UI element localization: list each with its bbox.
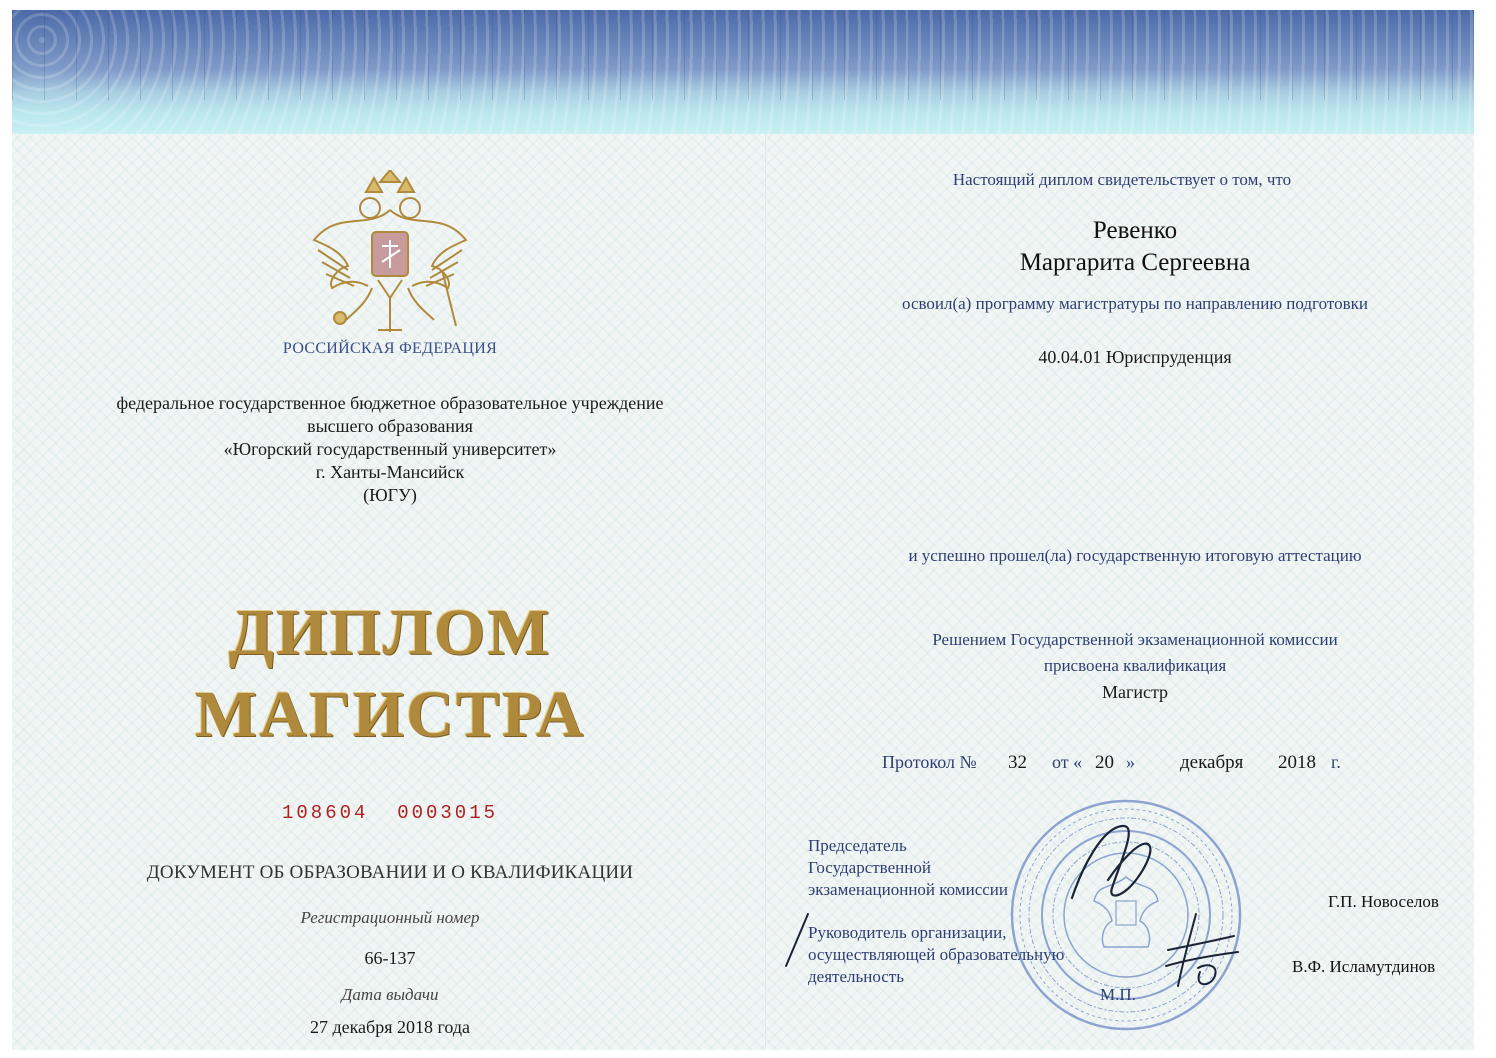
russian-eagle-emblem-icon	[308, 170, 472, 340]
page-fold	[765, 134, 767, 1050]
diploma-title-line2: МАГИСТРА	[194, 678, 586, 751]
program-statement: освоил(а) программу магистратуры по направлению подготовки	[902, 294, 1368, 313]
serial-number: 108604 0003015	[281, 802, 499, 824]
protocol-day: 20	[1095, 752, 1114, 773]
issue-date: 27 декабря 2018 года	[309, 1017, 471, 1037]
protocol-label: Протокол №	[882, 752, 977, 772]
chairman-role-line: Государственной	[808, 858, 931, 877]
organization-line: федеральное государственное бюджетное образовательное учреждение	[116, 393, 664, 413]
head-signature	[1138, 906, 1248, 996]
certificate-intro: Настоящий диплом свидетельствует о том, что	[952, 170, 1292, 189]
head-role-line: деятельность	[808, 967, 904, 986]
program-name: 40.04.01 Юриспруденция	[1038, 347, 1232, 367]
organization-line: (ЮГУ)	[363, 485, 417, 505]
margin-pen-stroke	[782, 910, 812, 970]
protocol-year-suffix: г.	[1331, 752, 1341, 772]
head-role	[808, 922, 1064, 988]
commission-decision	[772, 627, 1474, 679]
decorative-top-band	[12, 10, 1474, 134]
head-role-line: Руководитель организации,	[808, 923, 1007, 942]
protocol-month: декабря	[1180, 752, 1244, 773]
protocol-day-close: »	[1126, 752, 1135, 772]
issue-date-label: Дата выдачи	[341, 985, 439, 1004]
protocol-number: 32	[1008, 752, 1027, 773]
organization-line: высшего образования	[307, 416, 473, 436]
decision-line: Решением Государственной экзаменационной комиссии	[932, 630, 1338, 649]
diploma-title-line1: ДИПЛОМ	[228, 596, 552, 669]
organization-line: «Югорский государственный университет»	[223, 439, 557, 459]
qualification: Магистр	[1101, 682, 1169, 702]
graduate-given-names: Маргарита Сергеевна	[1019, 249, 1251, 276]
chairman-signature	[1052, 818, 1182, 908]
organization-line: г. Ханты-Мансийск	[315, 462, 465, 482]
diploma-title	[112, 592, 668, 756]
protocol-line	[882, 752, 1382, 782]
stamp-mark: М.П.	[1100, 985, 1136, 1004]
head-role-line: осуществляющей образовательную	[808, 945, 1065, 964]
registration-number: 66-137	[364, 948, 416, 968]
graduate-name	[772, 215, 1474, 279]
chairman-role-line: экзаменационной комиссии	[808, 880, 1008, 899]
registration-label: Регистрационный номер	[300, 908, 480, 927]
organization-name	[52, 392, 728, 507]
head-name: В.Ф. Исламутдинов	[1292, 957, 1436, 976]
country-name: РОССИЙСКАЯ ФЕДЕРАЦИЯ	[282, 340, 498, 357]
attestation-statement: и успешно прошел(ла) государственную итоговую аттестацию	[908, 546, 1362, 565]
protocol-from-label: от «	[1052, 752, 1083, 772]
graduate-surname: Ревенко	[1092, 217, 1178, 244]
chairman-role-line: Председатель	[808, 836, 907, 855]
diploma-document	[12, 10, 1474, 1050]
chairman-role	[808, 835, 1008, 901]
document-type: ДОКУМЕНТ ОБ ОБРАЗОВАНИИ И О КВАЛИФИКАЦИИ	[146, 862, 634, 883]
protocol-year: 2018	[1278, 752, 1316, 773]
decision-line: присвоена квалификация	[1043, 656, 1227, 675]
chairman-name: Г.П. Новоселов	[1328, 892, 1439, 911]
